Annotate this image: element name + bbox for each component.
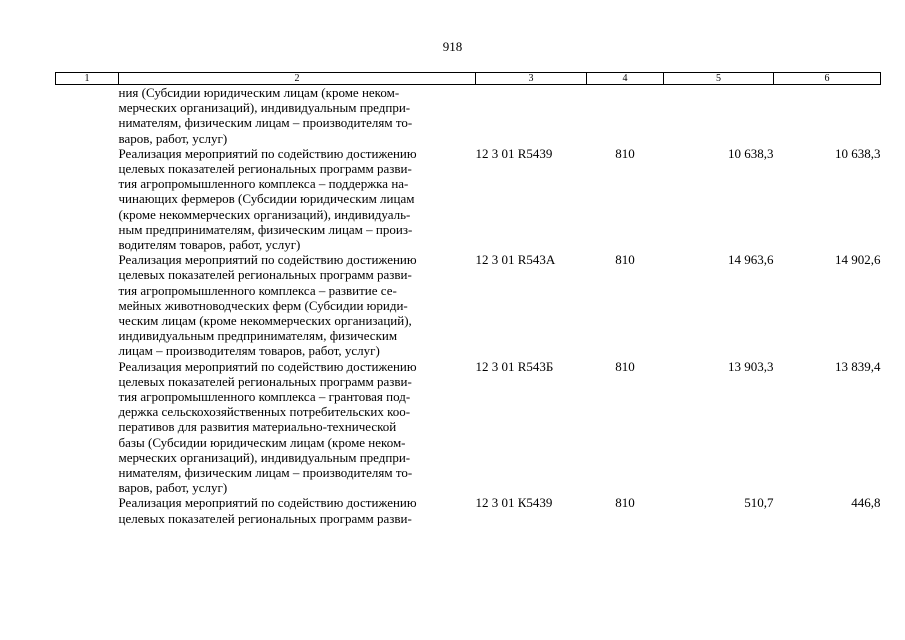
row-value-1: 10 638,3 [728, 145, 774, 161]
row-name-line: тия агропромышленного комплекса – грантовая под- [118, 389, 411, 405]
row-name [119, 85, 476, 146]
row-value-1 [664, 85, 774, 146]
row-group [587, 85, 664, 146]
row-name-line: мейных животноводческих ферм (Субсидии юриди- [118, 297, 408, 313]
table-row [56, 495, 881, 525]
row-name-line: (кроме некоммерческих организаций), индивидуаль- [118, 206, 411, 222]
row-name-line: мерческих организаций), индивидуальным предпри- [118, 100, 411, 116]
budget-table [55, 72, 881, 526]
row-name-line: водителям товаров, работ, услуг) [118, 237, 301, 253]
column-header-5: 5 [664, 73, 774, 85]
row-name-line: перативов для развития материально-технической [118, 419, 397, 435]
row-name-line: базы (Субсидии юридическим лицам (кроме неком- [118, 434, 406, 450]
row-value-2: 446,8 [851, 495, 881, 511]
row-code: 12 3 01 К5439 [475, 495, 553, 511]
row-name-line: мерческих организаций), индивидуальным предпри- [118, 449, 411, 465]
row-empty-cell [56, 85, 119, 146]
row-name [119, 359, 476, 496]
row-code: 12 3 01 R5439 [475, 145, 553, 161]
row-name-line: Реализация мероприятий по содействию достижению [118, 495, 417, 511]
row-value-1: 13 903,3 [728, 358, 774, 374]
row-name-line: варов, работ, услуг) [118, 480, 228, 496]
row-name-line: Реализация мероприятий по содействию достижению [118, 358, 417, 374]
row-code: 12 3 01 R543A [475, 252, 556, 268]
row-value-2: 13 839,4 [835, 358, 881, 374]
row-group: 810 [615, 145, 635, 161]
table-row [56, 252, 881, 358]
table-row [56, 359, 881, 496]
row-name-line: нимателям, физическим лицам – производителям то- [118, 115, 413, 131]
row-name-line: нимателям, физическим лицам – производителям то- [118, 465, 413, 481]
column-header-4: 4 [587, 73, 664, 85]
table-row [56, 85, 881, 146]
row-name-line: варов, работ, услуг) [118, 130, 228, 146]
row-value-1: 14 963,6 [728, 252, 774, 268]
row-group: 810 [615, 252, 635, 268]
row-name-line: тия агропромышленного комплекса – развитие се- [118, 282, 397, 298]
row-value-2 [774, 85, 881, 146]
row-name-line: индивидуальным предпринимателям, физическим [118, 328, 398, 344]
row-name [119, 146, 476, 252]
row-empty-cell [56, 252, 119, 358]
row-name-line: целевых показателей региональных программ разви- [118, 161, 412, 177]
column-header-6: 6 [774, 73, 881, 85]
row-group: 810 [615, 495, 635, 511]
column-header-1: 1 [56, 73, 119, 85]
row-name-line: лицам – производителям товаров, работ, услуг) [118, 343, 380, 359]
page-number: 918 [442, 39, 463, 54]
row-name [119, 252, 476, 358]
row-empty-cell [56, 146, 119, 252]
column-number-row [56, 73, 881, 85]
row-name-line: Реализация мероприятий по содействию достижению [118, 145, 417, 161]
row-code: 12 3 01 R543Б [475, 358, 554, 374]
row-name [119, 495, 476, 525]
row-empty-cell [56, 359, 119, 496]
row-code [476, 85, 587, 146]
column-header-3: 3 [476, 73, 587, 85]
column-header-2: 2 [119, 73, 476, 85]
row-name-line: Реализация мероприятий по содействию достижению [118, 252, 417, 268]
row-name-line: чинающих фермеров (Субсидии юридическим лицам [118, 191, 415, 207]
row-value-1: 510,7 [744, 495, 774, 511]
row-name-line: тия агропромышленного комплекса – поддержка на- [118, 176, 409, 192]
row-name-line: ческим лицам (кроме некоммерческих организаций), [118, 313, 412, 329]
row-name-line: ния (Субсидии юридическим лицам (кроме неком- [118, 85, 400, 100]
row-empty-cell [56, 495, 119, 525]
row-name-line: ным предпринимателям, физическим лицам – произ- [118, 221, 413, 237]
row-value-2: 10 638,3 [835, 145, 881, 161]
row-name-line: целевых показателей региональных программ разви- [118, 510, 412, 526]
row-group: 810 [615, 358, 635, 374]
row-name-line: держка сельскохозяйственных потребительских коо- [118, 404, 411, 420]
row-value-2: 14 902,6 [835, 252, 881, 268]
table-row [56, 146, 881, 252]
row-name-line: целевых показателей региональных программ разви- [118, 267, 412, 283]
row-name-line: целевых показателей региональных программ разви- [118, 373, 412, 389]
